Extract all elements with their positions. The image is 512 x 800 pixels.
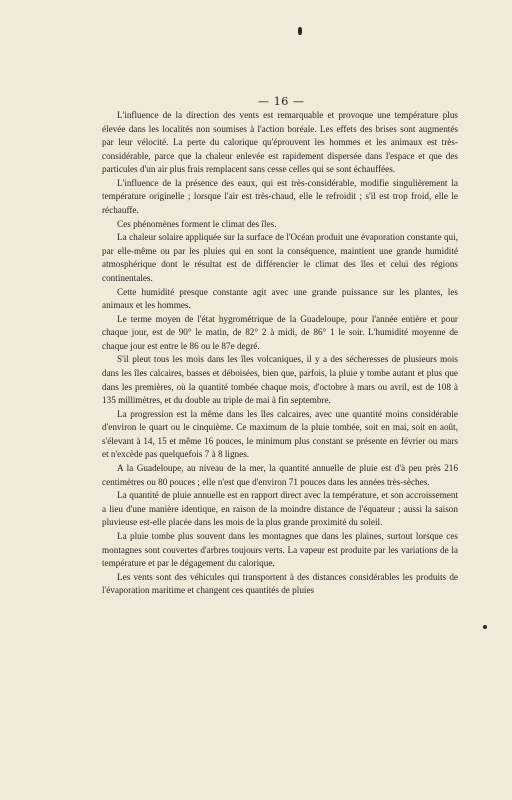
paragraph-11: La pluie tombe plus souvent dans les montagnes que dans les plaines, surtout lorsque ces montagnes sont couvertes d'arbres toujours verts. La vapeur est produite par les variations de la température et par le dégagement du calorique. <box>102 530 458 569</box>
paragraph-6: Le terme moyen de l'état hygrométrique de la Guadeloupe, pour l'année entière et pour chaque jour, est de 90° le matin, de 82° 2 à midi, de 86° 1 le soir. L'humidité moyenne de chaque jour est entre le 86 ou le 87e degré. <box>102 313 458 351</box>
paragraph-5: Cette humidité presque constante agit avec une grande puissance sur les plantes, les animaux et les hommes. <box>102 286 458 311</box>
ink-dot <box>483 625 487 629</box>
paragraph-9: A la Guadeloupe, au niveau de la mer, la quantité annuelle de pluie est d'à peu près 216 centimètres ou 80 pouces ; elle n'est que d'environ 71 pouces dans les années très-sèches. <box>102 463 458 487</box>
paragraph-2: L'influence de la présence des eaux, qui est très-considérable, modifie singulièrement la température originelle ; lorsque l'air est très-chaud, elle le refroidit ; s'il est trop froid, elle le réchauffe. <box>102 177 458 216</box>
paragraph-8: La progression est la même dans les îles calcaires, avec une quantité moins considérable d'environ le quart ou le cinquième. Ce maximum de la pluie tombée, soit en mai, soit en août, s'élevant à 14, 15 et même 16 pouces, le minimum plus constant se présente en février ou mars et n'excède pas quelquefois 7 à 8 lignes. <box>102 408 458 460</box>
paragraph-4: La chaleur solaire appliquée sur la surface de l'Océan produit une évaporation constante qui, par elle-même ou par les pluies qui en sont la conséquence, maintient une grande humidité atmosphérique dont le résultat est de différencier le climat des îles et celui des régions continentales. <box>102 232 458 283</box>
ink-mark <box>298 27 302 35</box>
paragraph-12: Les vents sont des véhicules qui transportent à des distances considérables les produits de l'évaporation maritime et changent ces quantités de pluies <box>102 571 458 596</box>
paragraph-1: L'influence de la direction des vents est remarquable et provoque une température plus élevée dans les localités non soumises à l'action boréale. Les effets des brises sont augmentés par leur vélocité. La perte du calorique qu'éprouvent les hommes et les animaux est très-considérable, parce que la chaleur enlevée est rapidement dispersée dans l'espace et que des particules d'un air plus frais remplacent sans cesse celles qui se sont échauffées. <box>102 110 458 175</box>
page-number: — 16 — <box>258 95 305 108</box>
paragraph-3: Ces phénomènes forment le climat des îles. <box>117 218 277 229</box>
paragraph-7: S'il pleut tous les mois dans les îles volcaniques, il y a des sécheresses de plusieurs mois dans les îles calcaires, basses et déboisées, bien que, parfois, la pluie y tombe autant et plus que dans les premières, où la quantité tombée chaque mois, d'octobre à mars ou avril, est de 108 à 135 millimètres, et du double au triple de mai à fin septembre. <box>102 354 458 406</box>
paragraph-10: La quantité de pluie annuelle est en rapport direct avec la température, et son accroissement a lieu d'une manière identique, en raison de la moindre distance de l'équateur ; aussi la saison pluvieuse est-elle placée dans les mois de la plus grande proximité du soleil. <box>102 490 458 528</box>
body-text <box>102 109 458 598</box>
